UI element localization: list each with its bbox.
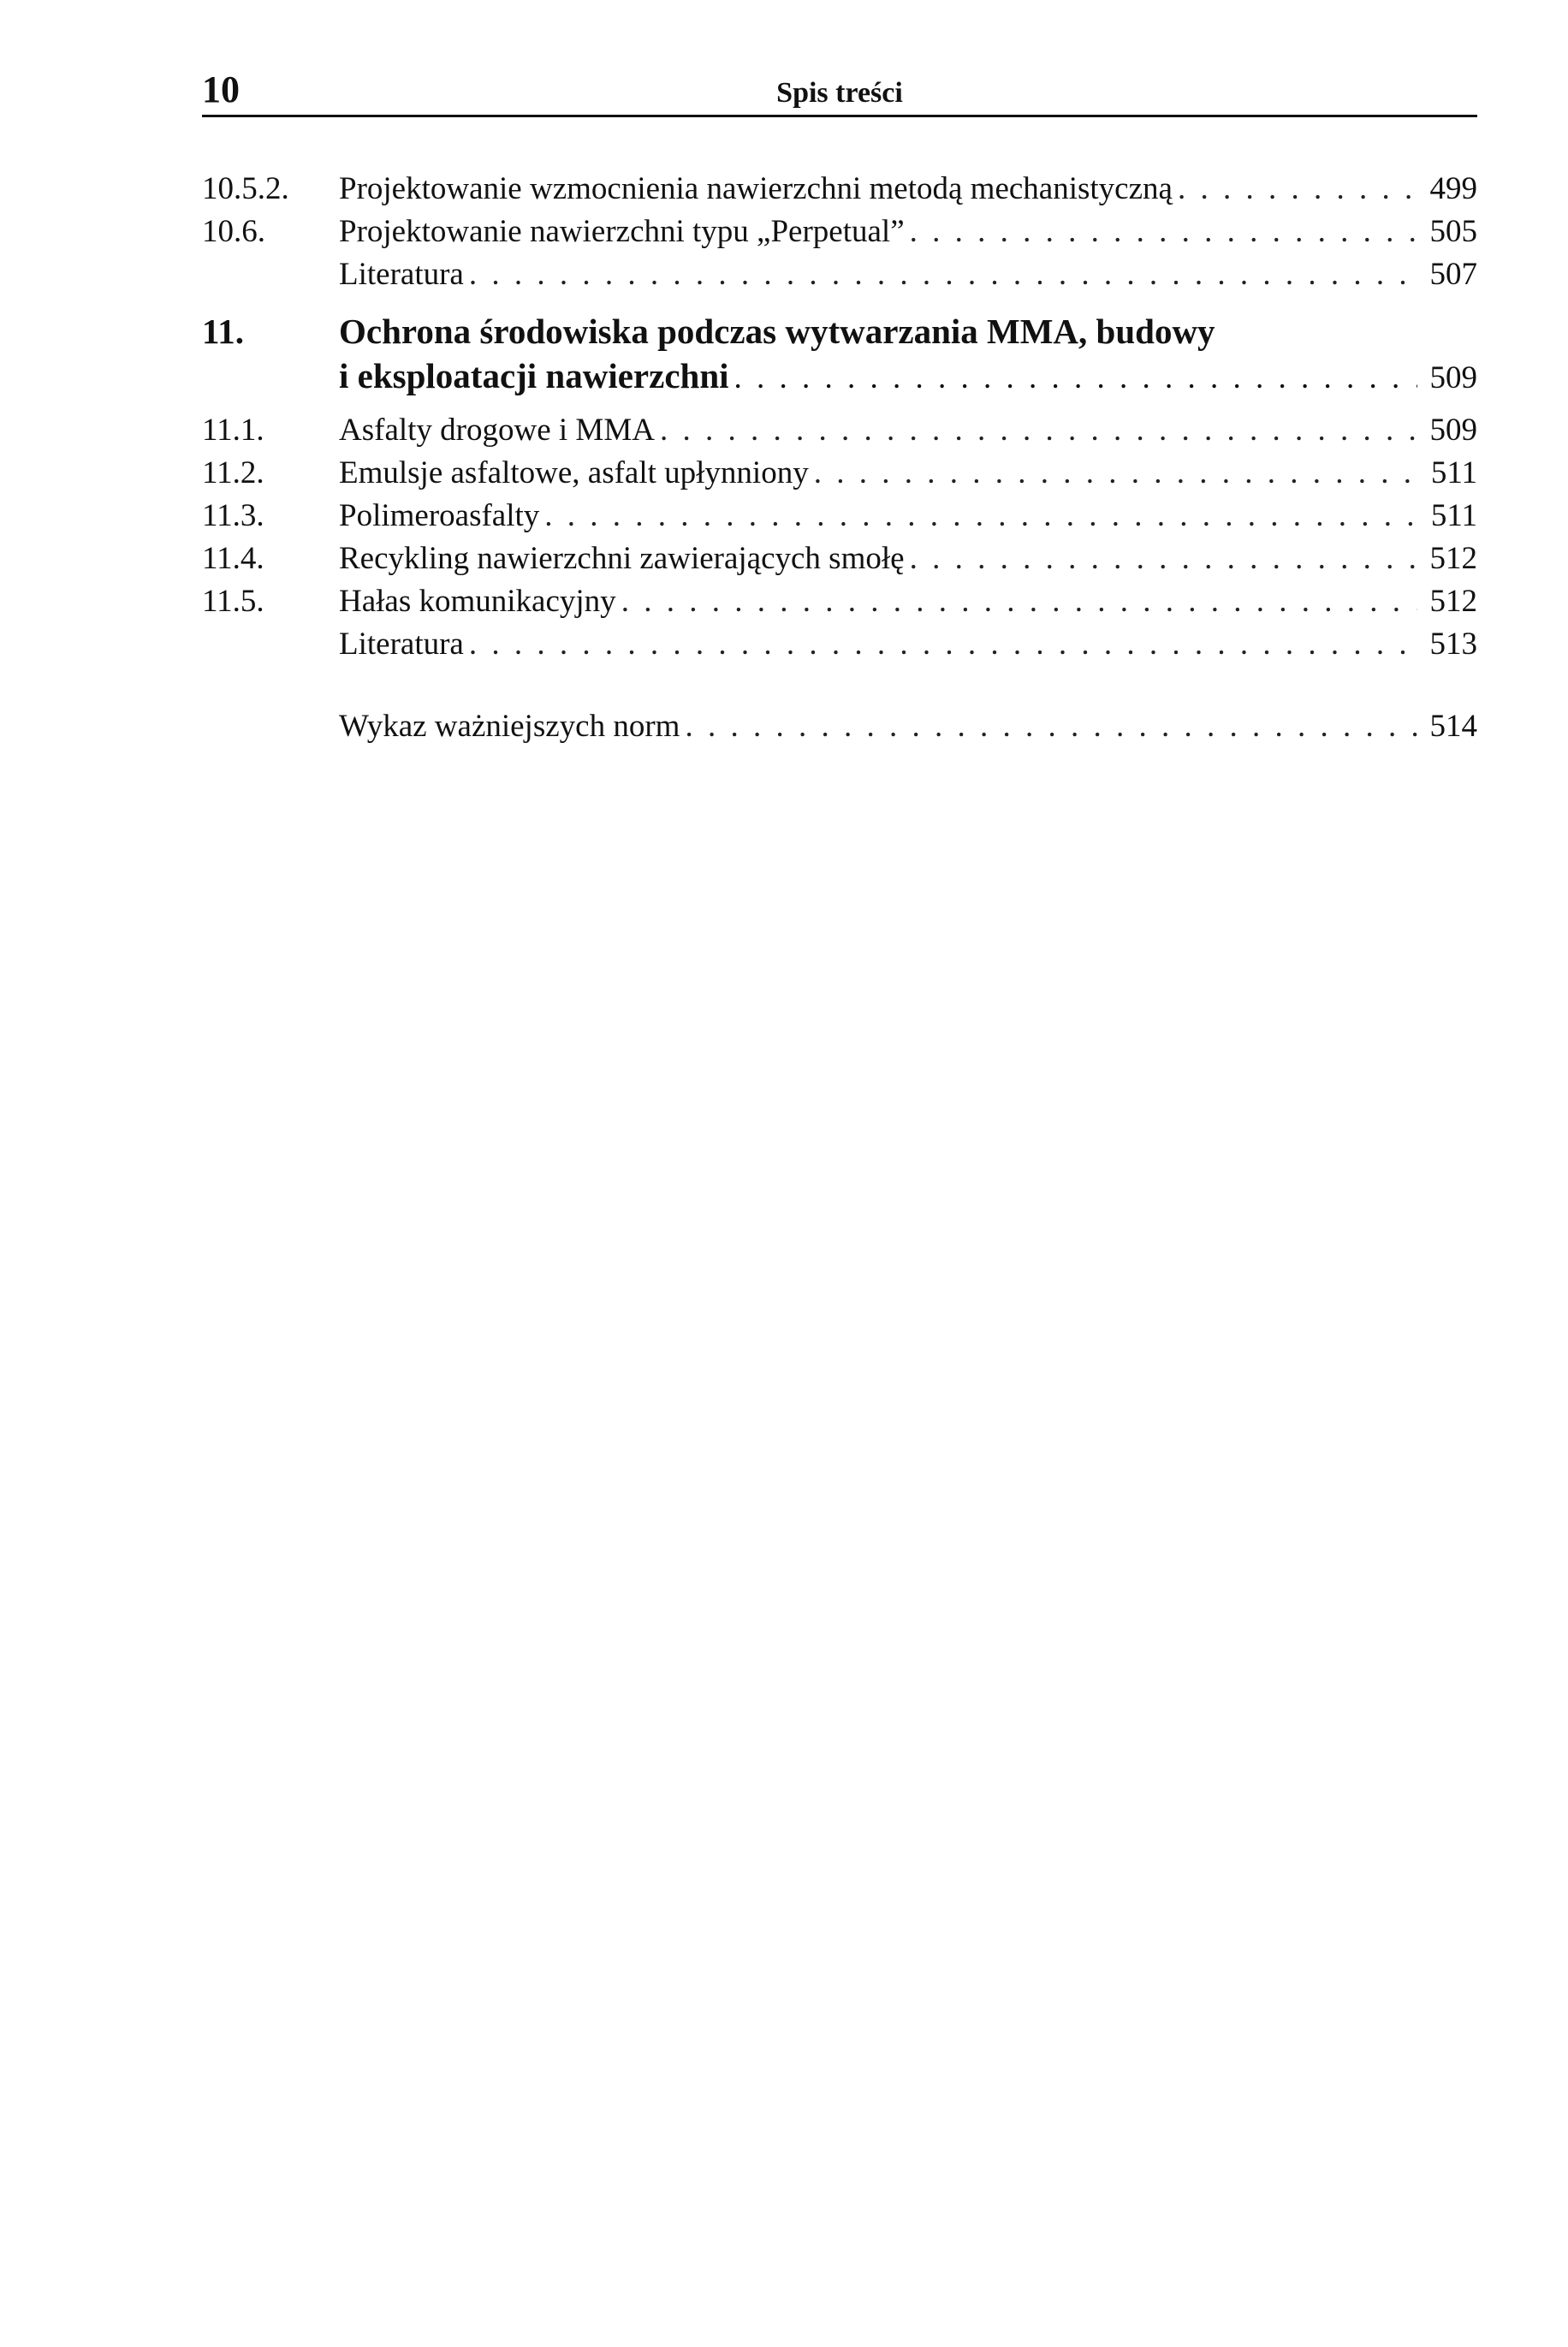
dot-leader: [469, 253, 1417, 296]
page-ref: 513: [1429, 627, 1477, 662]
dot-leader: [685, 705, 1417, 748]
section-title: Polimeroasfalty: [339, 498, 540, 533]
section-title: Wykaz ważniejszych norm: [339, 709, 680, 744]
page-header: [202, 62, 1477, 117]
dot-leader: [910, 211, 1417, 253]
section-title: Projektowanie nawierzchni typu „Perpetual”: [339, 214, 905, 249]
dot-leader: [469, 623, 1417, 666]
toc-entry: [202, 705, 1477, 748]
section-number: 11.4.: [202, 541, 264, 576]
page-ref: 514: [1429, 709, 1477, 744]
dot-leader: [734, 357, 1417, 400]
toc-entry: [202, 452, 1477, 495]
page-ref: 511: [1430, 498, 1477, 533]
running-title: Spis treści: [776, 77, 903, 109]
toc-entry: [202, 168, 1477, 211]
toc-entry: [202, 538, 1477, 580]
toc-entry: [202, 623, 1477, 666]
section-number: 11.5.: [202, 584, 264, 619]
section-number: 10.6.: [202, 214, 265, 249]
section-title: Projektowanie wzmocnienia nawierzchni metodą mechanistyczną: [339, 171, 1173, 206]
page-ref: 509: [1429, 360, 1477, 395]
toc-entry: [202, 253, 1477, 296]
dot-leader: [621, 580, 1417, 623]
page-number: 10: [202, 68, 240, 110]
page-ref: 511: [1430, 455, 1477, 490]
toc-entry: [202, 211, 1477, 253]
page-ref: 499: [1429, 171, 1477, 206]
section-number: 11.3.: [202, 498, 264, 533]
table-of-contents: [202, 168, 1477, 748]
page-ref: 512: [1429, 584, 1477, 619]
section-title: Asfalty drogowe i MMA: [339, 413, 655, 448]
section-number: 11.2.: [202, 455, 264, 490]
page-ref: 509: [1429, 413, 1477, 448]
chapter-title-line1: Ochrona środowiska podczas wytwarzania MMA, budowy: [339, 312, 1215, 351]
spacer: [202, 666, 1477, 705]
page-ref: 507: [1429, 257, 1477, 292]
page-ref: 512: [1429, 541, 1477, 576]
section-title: Hałas komunikacyjny: [339, 584, 616, 619]
chapter-title-line2: i eksploatacji nawierzchni: [339, 356, 729, 395]
chapter-number: 11.: [202, 312, 244, 351]
dot-leader: [660, 409, 1417, 452]
dot-leader: [910, 538, 1417, 580]
section-number: 10.5.2.: [202, 171, 289, 206]
section-number: 11.1.: [202, 413, 264, 448]
section-title: Literatura: [339, 627, 464, 662]
dot-leader: [1178, 168, 1417, 211]
page-ref: 505: [1429, 214, 1477, 249]
section-title: Recykling nawierzchni zawierających smołę: [339, 541, 905, 576]
toc-entry: [202, 580, 1477, 623]
dot-leader: [544, 495, 1417, 538]
dot-leader: [814, 452, 1417, 495]
toc-chapter: [202, 310, 1477, 402]
section-title: Literatura: [339, 257, 464, 292]
toc-entry: [202, 495, 1477, 538]
section-title: Emulsje asfaltowe, asfalt upłynniony: [339, 455, 809, 490]
toc-entry: [202, 409, 1477, 452]
